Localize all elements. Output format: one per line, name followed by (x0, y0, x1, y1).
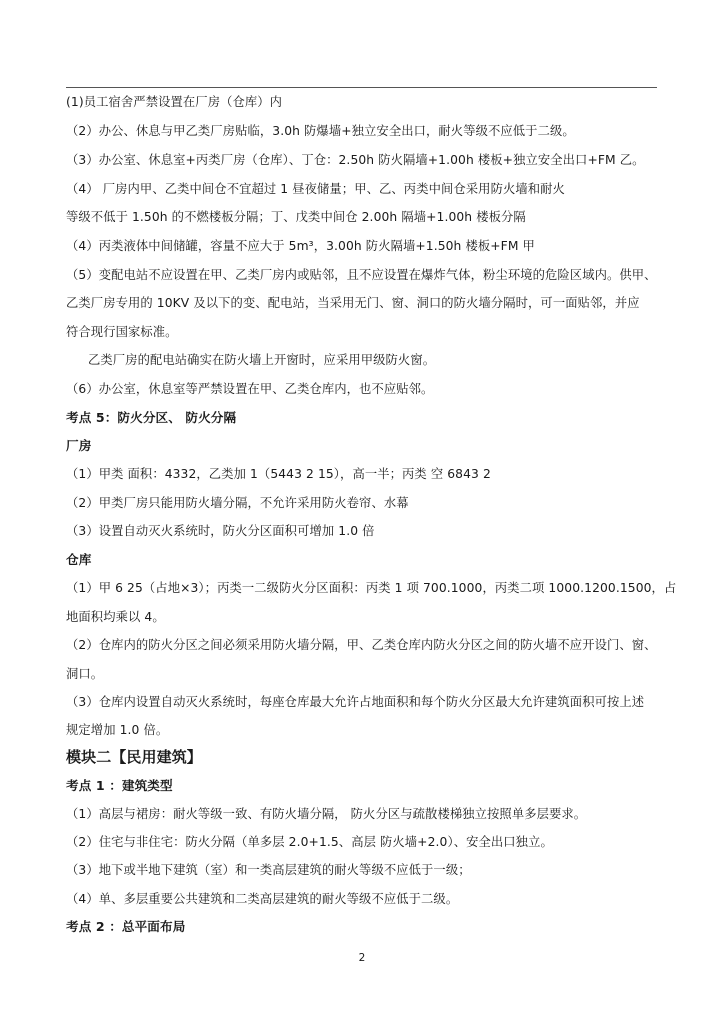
text-line: （1）高层与裙房：耐火等级一致、有防火墙分隔， 防火分区与疏散楼梯独立按照单多层要求。 (66, 807, 587, 821)
text-line: （3）地下或半地下建筑（室）和一类高层建筑的耐火等级不应低于一级； (66, 863, 471, 877)
text-line: （4） 厂房内甲、乙类中间仓不宜超过 1 昼夜储量；甲、乙、丙类中间仓采用防火墙和耐火 (66, 182, 565, 196)
text-line: 乙类厂房专用的 10KV 及以下的变、配电站，当采用无门、窗、洞口的防火墙分隔时，可一面贴邻，并应 (66, 296, 640, 310)
text-line: （3）办公室、休息室+丙类厂房（仓库）、丁仓：2.50h 防火隔墙+1.00h 楼板+独立安全出口+FM 乙。 (66, 153, 645, 167)
text-line: （4）丙类液体中间储罐，容量不应大于 5m³，3.00h 防火隔墙+1.50h 楼板+FM 甲 (66, 239, 535, 253)
module-heading: 模块二【民用建筑】 (66, 748, 202, 766)
text-line: （3）设置自动灭火系统时，防火分区面积可增加 1.0 倍 (66, 524, 375, 538)
text-line: （2）办公、休息与甲乙类厂房贴临，3.0h 防爆墙+独立安全出口，耐火等级不应低于二级。 (66, 124, 575, 138)
text-line: 规定增加 1.0 倍。 (66, 723, 169, 737)
text-line: 地面积均乘以 4。 (66, 610, 165, 624)
subsection-heading: 厂房 (66, 438, 92, 453)
text-line: （1）甲 6 25（占地×3）；丙类一二级防火分区面积：丙类 1 项 700.1000，丙类二项 1000.1200.1500，占 (66, 581, 677, 595)
text-line: （2）甲类厂房只能用防火墙分隔，不允许采用防火卷帘、水幕 (66, 496, 409, 510)
text-line: （3）仓库内设置自动灭火系统时，每座仓库最大允许占地面积和每个防火分区最大允许建筑面积可按上述 (66, 695, 645, 709)
text-line: （1）甲类 面积：4332，乙类加 1（5443 2 15），高一半；丙类 空 6843 2 (66, 467, 491, 481)
text-line: 洞口。 (66, 667, 104, 681)
section-heading: 考点 1 ：建筑类型 (66, 778, 173, 793)
text-line: （2）住宅与非住宅：防火分隔（单多层 2.0+1.5、高层 防火墙+2.0）、安全出口独立。 (66, 835, 553, 849)
section-heading: 考点 2 ：总平面布局 (66, 919, 186, 934)
text-line: （4）单、多层重要公共建筑和二类高层建筑的耐火等级不应低于二级。 (66, 892, 459, 906)
text-line: (1)员工宿舍严禁设置在厂房（仓库）内 (66, 95, 283, 109)
section-heading: 考点 5：防火分区、 防火分隔 (66, 410, 237, 425)
text-line: （2）仓库内的防火分区之间必须采用防火墙分隔，甲、乙类仓库内防火分区之间的防火墙不应开设门、窗、 (66, 638, 657, 652)
page-number: 2 (358, 952, 366, 964)
text-line: 等级不低于 1.50h 的不燃楼板分隔；丁、戊类中间仓 2.00h 隔墙+1.00h 楼板分隔 (66, 210, 526, 224)
text-line: 乙类厂房的配电站确实在防火墙上开窗时，应采用甲级防火窗。 (88, 353, 436, 367)
text-line: （5）变配电站不应设置在甲、乙类厂房内或贴邻，且不应设置在爆炸气体，粉尘环境的危险区域内。供甲、 (66, 268, 657, 282)
text-line: （6）办公室，休息室等严禁设置在甲、乙类仓库内，也不应贴邻。 (66, 382, 434, 396)
subsection-heading: 仓库 (66, 552, 92, 567)
text-line: 符合现行国家标准。 (66, 325, 178, 339)
header-rule (66, 87, 657, 88)
